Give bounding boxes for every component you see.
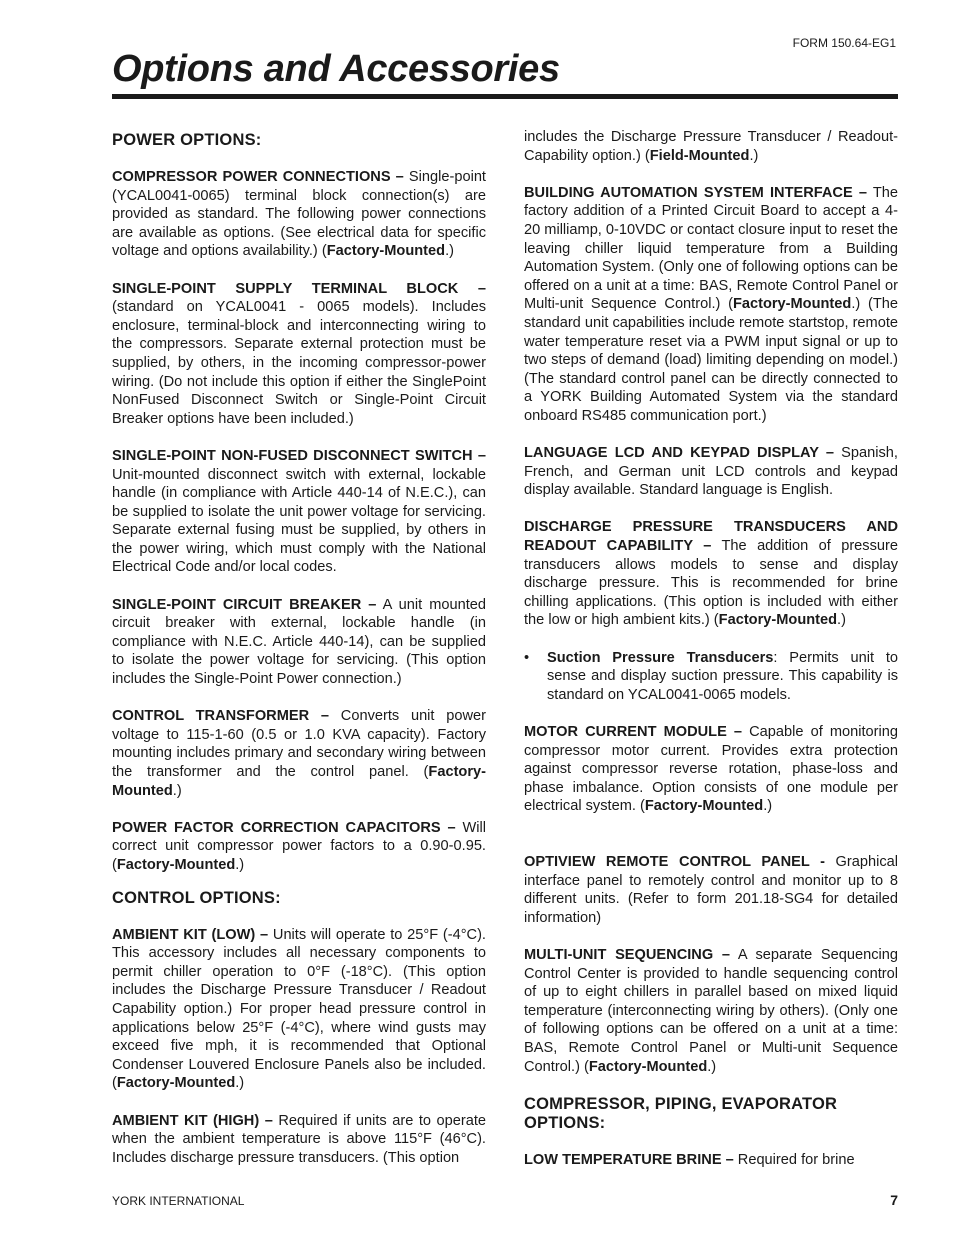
left-column <box>112 128 486 1186</box>
page-number: 7 <box>890 1192 898 1208</box>
form-number: FORM 150.64-EG1 <box>792 36 896 50</box>
non-fused-disconnect-switch-paragraph: SINGLE-POINT NON-FUSED DISCONNECT SWITCH – Unit-mounted disconnect switch with external, lockable handle (in compliance with Article 440-14 of N.E.C.), can be supplied to isolate the unit power voltage for servicing. Separate external fusing must be supplied, by others in the power wiring, which must comply with the National Electrical Code and/or local codes. <box>112 447 486 576</box>
control-transformer-paragraph: CONTROL TRANSFORMER – Converts unit power voltage to 115-1-60 (0.5 or 1.0 KVA capacity). Factory mounting includes primary and secondary wiring between the transformer and the control panel. (Factory-Mounted.) <box>112 708 486 799</box>
power-factor-capacitors-paragraph: POWER FACTOR CORRECTION CAPACITORS – Will correct unit compressor power factors to a 0.90-0.95. (Factory-Mounted.) <box>112 819 486 873</box>
compressor-piping-evaporator-heading: COMPRESSOR, PIPING, EVAPORATOR OPTIONS: <box>524 1094 838 1132</box>
motor-current-module-paragraph: MOTOR CURRENT MODULE – Capable of monitoring compressor motor current. Provides extra protection against compressor reverse rotation, phase-loss and phase imbalance. Option consists of one module per electrical system. (Factory-Mounted.) <box>524 724 898 815</box>
page-title: Options and Accessories <box>112 48 560 90</box>
multi-unit-sequencing-paragraph: MULTI-UNIT SEQUENCING – A separate Sequencing Control Center is provided to handle sequencing control of up to eight chillers in parallel based on mixed liquid temperature (interconnecting wiring by others). (Only one of following options can be offered on a unit at a time: BAS, Remote Control Panel or Multi-unit Sequence Control.) (Factory-Mounted.) <box>524 946 898 1075</box>
bullet-icon: • <box>524 649 530 666</box>
compressor-power-connections-paragraph: COMPRESSOR POWER CONNECTIONS – Single-point (YCAL0041-0065) terminal block connection(s) are provided as standard. The following power connections are available as options. (See electrical data for specific voltage and options availability.) (Factory-Mounted.) <box>112 169 486 260</box>
suction-pressure-transducers-bullet <box>524 649 898 705</box>
title-rule <box>112 94 898 99</box>
power-options-heading: POWER OPTIONS: <box>112 131 262 149</box>
optiview-remote-panel-paragraph: OPTIVIEW REMOTE CONTROL PANEL - Graphical interface panel to remotely control and monitor up to 8 different units. (Refer to form 201.18-SG4 for detailed information) <box>524 853 899 926</box>
language-lcd-paragraph: LANGUAGE LCD AND KEYPAD DISPLAY – Spanish, French, and German unit LCD controls and keypad display available. Standard language is English. <box>524 445 898 499</box>
footer-company: YORK INTERNATIONAL <box>112 1194 245 1208</box>
right-column <box>524 128 898 1188</box>
single-point-supply-terminal-block-paragraph: SINGLE-POINT SUPPLY TERMINAL BLOCK – (standard on YCAL0041 - 0065 models). Includes enclosure, terminal-block and interconnecting wiring to the compressors. Separate external protection must be supplied, by others, in the incoming compressor-power wiring. (Do not include this option if either the SinglePoint NonFused Disconnect Switch or Single-Point Circuit Breaker options have been included.) <box>112 280 486 427</box>
low-temperature-brine-paragraph: LOW TEMPERATURE BRINE – Required for brine <box>524 1151 855 1168</box>
ambient-kit-high-paragraph: AMBIENT KIT (HIGH) – Required if units are to operate when the ambient temperature is above 115°F (46°C). Includes discharge pressure transducers. (This option <box>112 1112 486 1166</box>
ambient-kit-low-paragraph: AMBIENT KIT (LOW) – Units will operate to 25°F (-4°C). This accessory includes all necessary components to permit chiller operation to 0°F (-18°C). (This option includes the Discharge Pressure Transducer / Readout Capability option.) For proper head pressure control in applications below 25°F (-4°C), where wind gusts may exceed five mph, it is recommended that Optional Condenser Louvered Enclosure Panels also be included. (Factory-Mounted.) <box>112 926 486 1092</box>
bas-interface-paragraph: BUILDING AUTOMATION SYSTEM INTERFACE – The factory addition of a Printed Circuit Board to accept a 4-20 milliamp, 0-10VDC or contact closure input to reset the leaving chiller liquid temperature from a Building Automation System. (Only one of following options can be offered on a unit at a time: BAS, Remote Control Panel or Multi-unit Sequence Control.) (Factory-Mounted.) (The standard unit capabilities include remote startstop, remote water temperature reset via a PWM input signal or up to two steps of demand (load) limiting depending on model.) (The standard control panel can be directly connected to a YORK Building Automated System via the standard onboard RS485 communication port.) <box>524 184 898 424</box>
control-options-heading: CONTROL OPTIONS: <box>112 888 281 907</box>
circuit-breaker-paragraph: SINGLE-POINT CIRCUIT BREAKER – A unit mounted circuit breaker with external, lockable handle (in compliance with N.E.C. Article 440-14), can be supplied to isolate the power voltage for servicing. (This option includes the Single-Point Power connection.) <box>112 596 487 688</box>
discharge-pressure-transducers-paragraph: DISCHARGE PRESSURE TRANSDUCERS AND READOUT CAPABILITY – The addition of pressure transducers allows models to sense and display discharge pressure. This is recommended for brine chilling applications. (This option is included with either the low or high ambient kits.) (Factory-Mounted.) <box>524 519 898 629</box>
ambient-kit-high-continued-paragraph: includes the Discharge Pressure Transducer / Readout-Capability option.) (Field-Mounted.) <box>524 129 898 164</box>
bullet-text: Suction Pressure Transducers: Permits unit to sense and display suction pressure. This capability is standard on YCAL0041-0065 models. <box>547 649 898 703</box>
